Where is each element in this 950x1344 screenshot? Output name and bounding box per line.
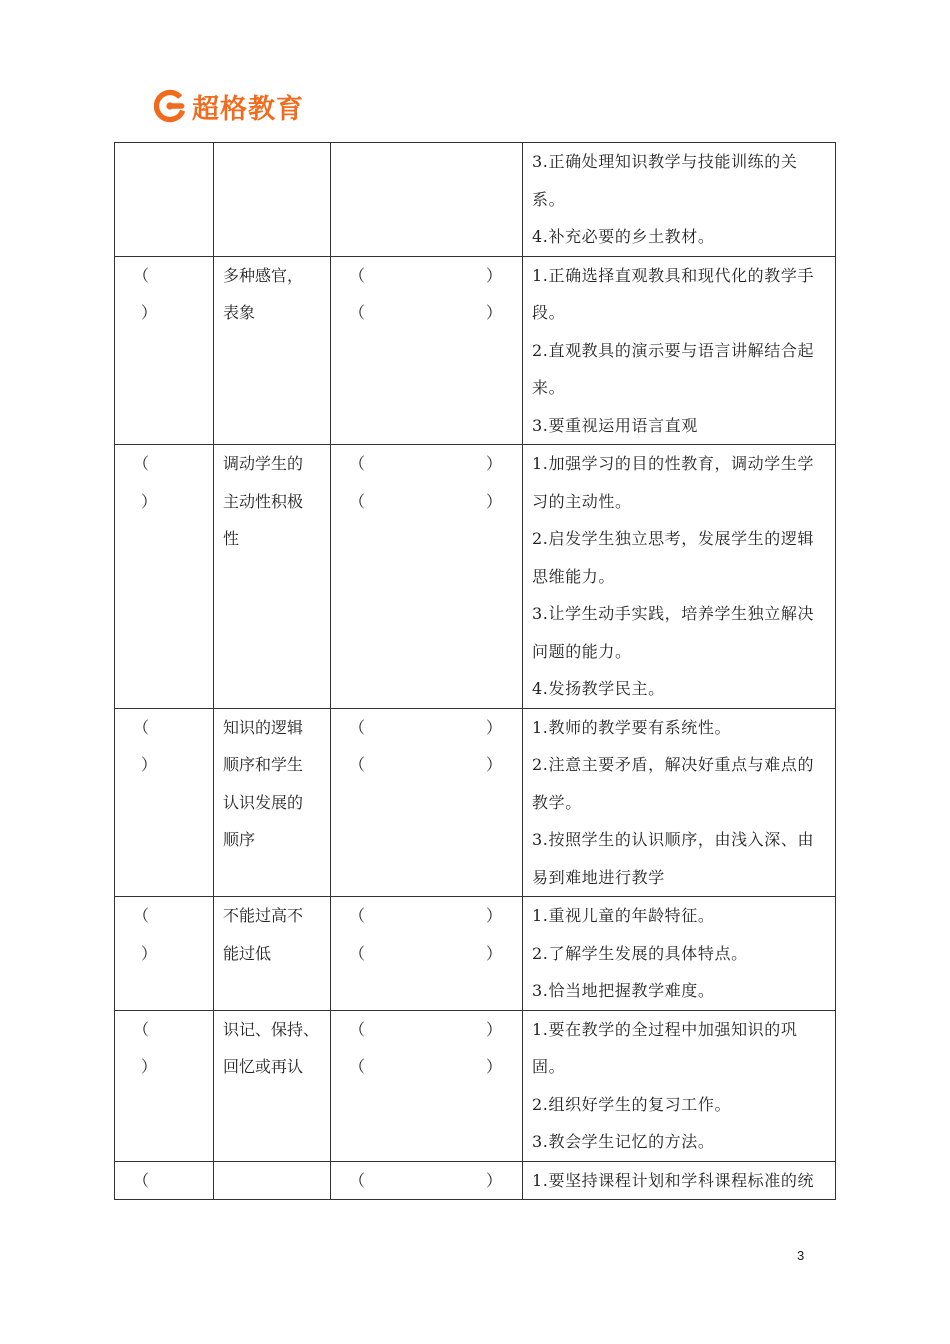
requirement-line: 1.要在教学的全过程中加强知识的巩: [532, 1019, 798, 1039]
blank-pair: [331, 445, 522, 483]
requirements-cell: [523, 143, 836, 257]
principle-content-blanks: [331, 1161, 523, 1200]
principle-basis-cell: [214, 256, 331, 445]
requirement-line: 3.正确处理知识教学与技能训练的关: [532, 152, 798, 171]
requirements-cell: [523, 1161, 836, 1200]
blank-open-paren: （: [349, 1057, 366, 1076]
blank-open-paren: （: [349, 491, 366, 511]
brand-logo-text: 超格教育: [192, 93, 304, 125]
principle-basis-cell: [214, 897, 331, 1011]
requirement-line: 1.加强学习的目的性教育，调动学生学: [532, 454, 815, 473]
principle-content-blanks: [331, 143, 523, 257]
blank-close-paren: ）: [485, 454, 502, 473]
requirement-line: 3.按照学生的认识顺序，由浅入深、由: [532, 830, 815, 849]
basis-line: 顺序: [223, 830, 256, 849]
requirement-line: 系。: [532, 189, 566, 209]
basis-line: 主动性积极: [223, 491, 304, 511]
blank-close-paren: ）: [141, 1057, 158, 1076]
requirement-line: 3.教会学生记忆的方法。: [532, 1132, 715, 1151]
blank-close-paren: ）: [485, 755, 502, 774]
blank-close-paren: ）: [485, 1019, 502, 1039]
principle-name-blank: [115, 708, 214, 897]
requirement-line: 1.要坚持课程计划和学科课程标准的统: [532, 1170, 815, 1190]
principle-name-blank: [115, 1161, 214, 1200]
principle-basis-cell: [214, 1161, 331, 1200]
blank-close-paren: ）: [485, 491, 502, 511]
principle-content-blanks: [331, 256, 523, 445]
blank-pair: [331, 1011, 522, 1049]
basis-line: 性: [223, 529, 240, 548]
table-row: [115, 143, 836, 257]
blank-close-paren: ）: [141, 755, 158, 774]
teaching-principles-table: [114, 142, 836, 1200]
blank-open-paren: （: [349, 265, 366, 285]
requirement-line: 4.补充必要的乡土教材。: [532, 227, 715, 246]
blank-open-paren: （: [133, 717, 150, 737]
blank-close-paren: ）: [141, 491, 158, 511]
blank-pair: [331, 483, 522, 521]
blank-open-paren: （: [349, 1019, 366, 1039]
principle-basis-cell: [214, 445, 331, 709]
requirements-cell: [523, 256, 836, 445]
table-row: [115, 708, 836, 897]
requirement-line: 来。: [532, 378, 566, 397]
table-row: [115, 1010, 836, 1161]
blank-open-paren: （: [133, 265, 150, 285]
basis-line: 顺序和学生: [223, 755, 304, 774]
blank-open-paren: （: [349, 755, 366, 774]
blank-open-paren: （: [349, 943, 366, 963]
principle-content-blanks: [331, 897, 523, 1011]
blank-open-paren: （: [133, 454, 150, 473]
requirement-line: 思维能力。: [532, 566, 616, 586]
blank-open-paren: （: [133, 1170, 150, 1190]
basis-line: 认识发展的: [223, 792, 304, 812]
blank-pair: [331, 1048, 522, 1086]
blank-close-paren: ）: [485, 265, 502, 285]
basis-line: 不能过高不: [223, 906, 304, 925]
blank-open-paren: （: [349, 303, 366, 322]
requirement-line: 1.重视儿童的年龄特征。: [532, 906, 715, 925]
principle-content-blanks: [331, 708, 523, 897]
table-row: [115, 897, 836, 1011]
page-number: 3: [797, 1248, 805, 1263]
blank-close-paren: ）: [141, 943, 158, 963]
blank-pair: [331, 709, 522, 747]
requirement-line: 2.直观教具的演示要与语言讲解结合起: [532, 340, 815, 360]
blank-close-paren: ）: [485, 943, 502, 963]
requirement-line: 2.了解学生发展的具体特点。: [532, 943, 748, 963]
table-row: [115, 1161, 836, 1200]
principle-name-blank: [115, 143, 214, 257]
principle-name-blank: [115, 256, 214, 445]
requirement-line: 问题的能力。: [532, 641, 632, 661]
requirement-line: 固。: [532, 1057, 566, 1076]
requirement-line: 易到难地进行教学: [532, 867, 665, 887]
basis-line: 能过低: [223, 943, 272, 963]
blank-pair: [331, 935, 522, 973]
brand-logo: [152, 86, 304, 126]
requirement-line: 3.恰当地把握教学难度。: [532, 981, 715, 1000]
requirements-cell: [523, 897, 836, 1011]
requirement-line: 段。: [532, 303, 566, 322]
principle-content-blanks: [331, 445, 523, 709]
blank-pair: [331, 257, 522, 295]
requirement-line: 3.要重视运用语言直观: [532, 415, 698, 435]
basis-line: 识记、保持、: [223, 1019, 320, 1039]
principle-basis-cell: [214, 1010, 331, 1161]
requirements-cell: [523, 1010, 836, 1161]
basis-line: 回忆或再认: [223, 1057, 304, 1076]
blank-pair: [331, 746, 522, 784]
blank-close-paren: ）: [485, 1170, 502, 1190]
blank-open-paren: （: [133, 906, 150, 925]
blank-open-paren: （: [349, 454, 366, 473]
basis-line: 表象: [223, 303, 256, 322]
blank-close-paren: ）: [141, 303, 158, 322]
principle-name-blank: [115, 897, 214, 1011]
blank-close-paren: ）: [485, 906, 502, 925]
blank-pair: [331, 897, 522, 935]
blank-open-paren: （: [349, 906, 366, 925]
blank-close-paren: ）: [485, 303, 502, 322]
requirements-cell: [523, 708, 836, 897]
requirement-line: 1.正确选择直观教具和现代化的教学手: [532, 265, 815, 285]
requirement-line: 1.教师的教学要有系统性。: [532, 717, 732, 737]
blank-open-paren: （: [349, 1170, 366, 1190]
blank-close-paren: ）: [485, 1057, 502, 1076]
principle-name-blank: [115, 1010, 214, 1161]
basis-line: 多种感官，: [223, 265, 304, 285]
requirement-line: 4.发扬教学民主。: [532, 679, 665, 698]
blank-open-paren: （: [349, 717, 366, 737]
brand-logo-icon: [152, 88, 188, 124]
requirements-cell: [523, 445, 836, 709]
requirement-line: 教学。: [532, 792, 582, 812]
blank-open-paren: （: [133, 1019, 150, 1039]
principle-basis-cell: [214, 143, 331, 257]
requirement-line: 2.注意主要矛盾，解决好重点与难点的: [532, 755, 815, 774]
blank-pair: [331, 294, 522, 332]
requirement-line: 习的主动性。: [532, 491, 632, 511]
basis-line: 知识的逻辑: [223, 717, 304, 737]
blank-close-paren: ）: [485, 717, 502, 737]
table-row: [115, 256, 836, 445]
requirement-line: 3.让学生动手实践，培养学生独立解决: [532, 604, 815, 623]
principle-content-blanks: [331, 1010, 523, 1161]
blank-pair: [331, 1162, 522, 1200]
requirement-line: 2.启发学生独立思考，发展学生的逻辑: [532, 529, 815, 548]
table-row: [115, 445, 836, 709]
principle-name-blank: [115, 445, 214, 709]
principle-basis-cell: [214, 708, 331, 897]
basis-line: 调动学生的: [223, 454, 304, 473]
requirement-line: 2.组织好学生的复习工作。: [532, 1094, 732, 1114]
